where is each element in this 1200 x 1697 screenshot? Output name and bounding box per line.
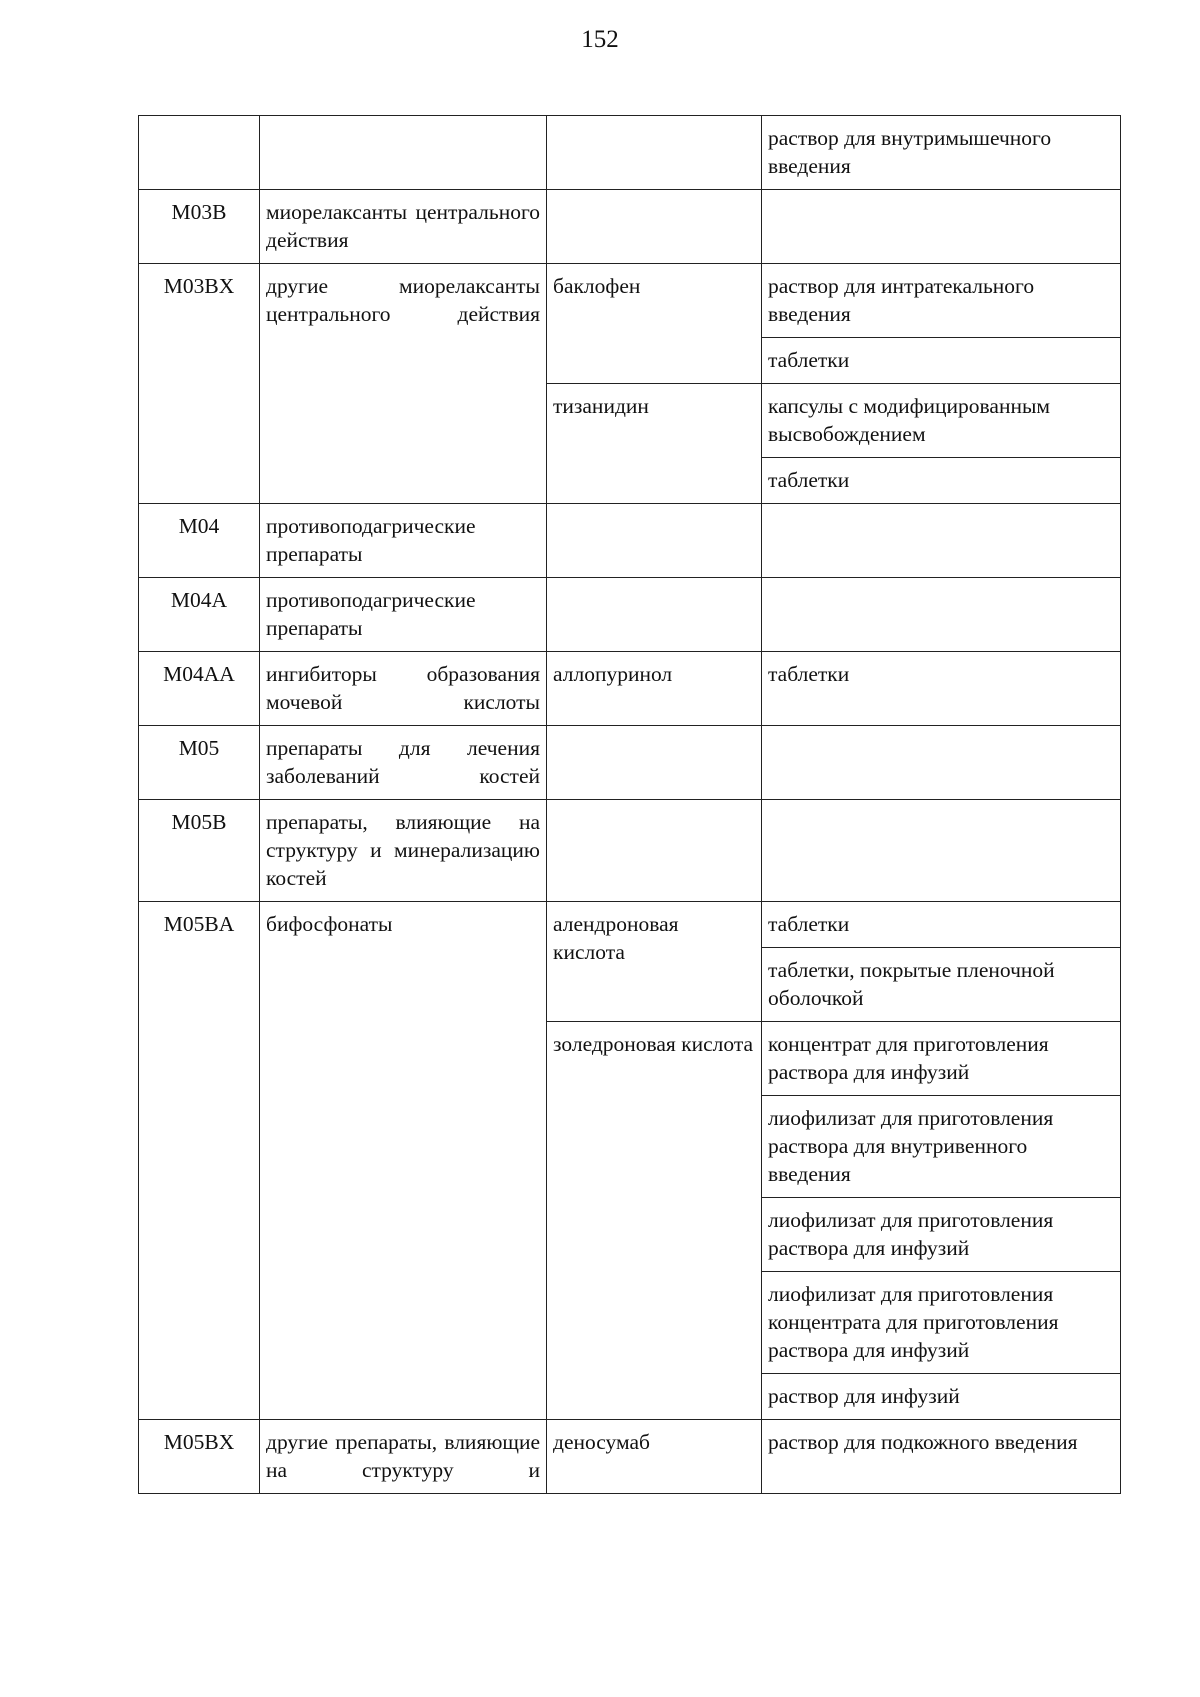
substance-cell: аллопуринол <box>547 652 762 726</box>
table-body <box>139 116 1121 1494</box>
substance-cell <box>547 190 762 264</box>
group-name-cell <box>260 116 547 190</box>
atc-code-cell: M04AA <box>139 652 260 726</box>
group-name-cell: другие миорелаксанты центрального действия <box>260 264 547 504</box>
dosage-form-cell: лиофилизат для приготовления концентрата для приготовления раствора для инфузий <box>762 1272 1121 1374</box>
dosage-form-cell: капсулы с модифицированным высвобождением <box>762 384 1121 458</box>
table-row <box>139 190 1121 264</box>
table-row <box>139 652 1121 726</box>
group-name-cell: миорелаксанты центрального действия <box>260 190 547 264</box>
dosage-form-cell: раствор для подкожного введения <box>762 1420 1121 1494</box>
table-row <box>139 1420 1121 1494</box>
dosage-form-cell <box>762 800 1121 902</box>
substance-cell: деносумаб <box>547 1420 762 1494</box>
dosage-form-cell: раствор для внутримышечного введения <box>762 116 1121 190</box>
drug-table <box>138 115 1121 1494</box>
dosage-form-cell: таблетки <box>762 458 1121 504</box>
dosage-form-cell: лиофилизат для приготовления раствора для инфузий <box>762 1198 1121 1272</box>
dosage-form-cell: раствор для инфузий <box>762 1374 1121 1420</box>
dosage-form-cell <box>762 190 1121 264</box>
dosage-form-cell: лиофилизат для приготовления раствора для внутривенного введения <box>762 1096 1121 1198</box>
dosage-form-cell: раствор для интратекального введения <box>762 264 1121 338</box>
table-row <box>139 902 1121 948</box>
dosage-form-cell <box>762 504 1121 578</box>
dosage-form-cell <box>762 578 1121 652</box>
atc-code-cell: M05BX <box>139 1420 260 1494</box>
dosage-form-cell: таблетки <box>762 652 1121 726</box>
page-number: 152 <box>581 26 619 53</box>
atc-code-cell: M04A <box>139 578 260 652</box>
group-name-cell: препараты, влияющие на структуру и минерализацию костей <box>260 800 547 902</box>
dosage-form-cell: таблетки, покрытые пленочной оболочкой <box>762 948 1121 1022</box>
substance-cell <box>547 504 762 578</box>
atc-code-cell: M04 <box>139 504 260 578</box>
atc-code-cell: M05B <box>139 800 260 902</box>
table-row <box>139 578 1121 652</box>
substance-cell <box>547 578 762 652</box>
table-row <box>139 264 1121 338</box>
group-name-cell: другие препараты, влияющие на структуру и <box>260 1420 547 1494</box>
atc-code-cell <box>139 116 260 190</box>
substance-cell: тизанидин <box>547 384 762 504</box>
table-row <box>139 800 1121 902</box>
substance-cell <box>547 800 762 902</box>
dosage-form-cell: таблетки <box>762 902 1121 948</box>
group-name-cell: противоподагрические препараты <box>260 578 547 652</box>
atc-code-cell: M03B <box>139 190 260 264</box>
substance-cell <box>547 726 762 800</box>
group-name-cell: препараты для лечения заболеваний костей <box>260 726 547 800</box>
substance-cell: алендроновая кислота <box>547 902 762 1022</box>
group-name-cell: бифосфонаты <box>260 902 547 1420</box>
dosage-form-cell <box>762 726 1121 800</box>
table-row <box>139 504 1121 578</box>
table-row <box>139 726 1121 800</box>
dosage-form-cell: таблетки <box>762 338 1121 384</box>
atc-code-cell: M03BX <box>139 264 260 504</box>
substance-cell: золедроновая кислота <box>547 1022 762 1420</box>
atc-code-cell: M05BA <box>139 902 260 1420</box>
substance-cell: баклофен <box>547 264 762 384</box>
group-name-cell: противоподагрические препараты <box>260 504 547 578</box>
substance-cell <box>547 116 762 190</box>
table-row <box>139 116 1121 190</box>
dosage-form-cell: концентрат для приготовления раствора для инфузий <box>762 1022 1121 1096</box>
atc-code-cell: M05 <box>139 726 260 800</box>
group-name-cell: ингибиторы образования мочевой кислоты <box>260 652 547 726</box>
